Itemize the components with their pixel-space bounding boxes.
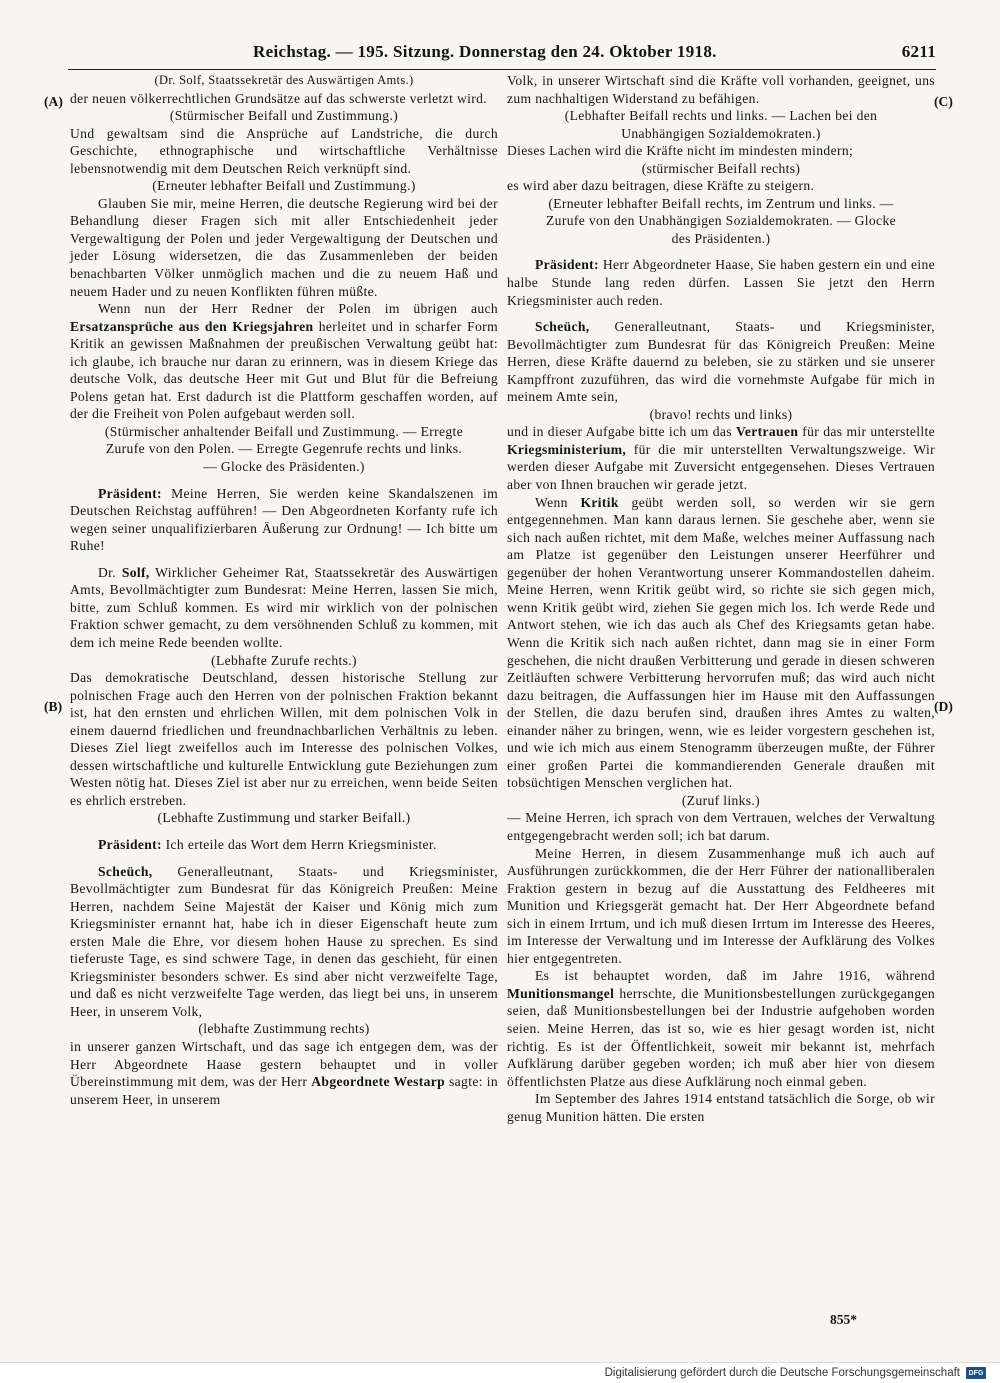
reaction: (Stürmischer Beifall und Zustimmung.) [169,108,399,124]
paragraph [507,494,935,792]
text-run: Generalleutnant, Staats- und Kriegsminister, Bevollmächtigter zum Bundesrat für das Königreich Preußen: Meine Herren, nachdem Seine Majestät der Kaiser und König mich zum Kriegsminister ernannt hat, habe ich in dieser Eigenschaft heute zum ersten Male die Ehre, vor diesem hohen Hause zu sprechen. Es sind tieferuste Tage, es sind schwere Tage, in denen das geschieht, für einen Kriegsminister besonders schwer. Es sind aber nicht verzweifelte Tage, und daß es nicht verzweifelte Tage werden, das liegt bei uns, in unserem Heer, in unserem Volk, [70,863,498,1019]
page-header [68,42,936,68]
text-run: Generalleutnant, Staats- und Kriegsminister, Bevollmächtigter zum Bundesrat für das Königreich Preußen: Meine Herren, diese Kräfte dauernd zu beleben, sie zu stärken und sie unserer Kampffront zuzuführen, das wird die vornehmste Aufgabe für mich in meinem Amte sein, [507,319,935,405]
margin-mark-c: (C) [934,94,953,109]
paragraph [70,1038,498,1108]
margin-mark-d: (D) [934,699,953,714]
spacer [70,476,498,485]
margin-mark-b: (B) [44,699,63,714]
paragraph: es wird aber dazu beitragen, diese Kräfte zu steigern. [507,178,815,194]
text-run: sagte: in unserem Heer, in unserem [70,1074,499,1107]
reaction: (Erneuter lebhafter Beifall rechts, im Zentrum und links. — Zurufe von den Unabhängigen Sozialdemokraten. — Glocke des Präsidenten.) [546,195,896,246]
reaction: (Zuruf links.) [681,792,761,808]
speaker-name: Solf, [121,564,150,580]
paragraph: Volk, in unserer Wirtschaft sind die Kräfte voll vorhanden, geeignet, uns zum nachhaltigen Widerstand zu befähigen. [507,73,935,106]
text-run: Wirklicher Geheimer Rat, Staatssekretär des Auswärtigen Amts, Bevollmächtigter zum Bundesrat: Meine Herren, lassen Sie mich, bitte, zum Schluß kommen. Es wird mir wirklich von der polnischen Fraktion schwer gemacht, zu dem versöhnenden Schluß zu kommen, mit dem ich meine Rede beenden wollte. [70,564,498,650]
paragraph [70,300,498,423]
paragraph [70,836,498,854]
paragraph: der neuen völkerrechtlichen Grundsätze auf das schwerste verletzt wird. [70,90,488,106]
paragraph [507,318,935,406]
text-run: Wenn [535,494,568,510]
text-run: Es ist behauptet worden, daß im Jahre 1916, während [535,968,935,984]
paragraph: Glauben Sie mir, meine Herren, die deutsche Regierung wird bei der Behandlung dieser Fragen sich mit aller Entschiedenheit jeder Vergewaltigung der Polen und jeder Vergewaltigung der Deutschen und jeder Lösung widersetzen, die das Zusammenleben der beiden benachbarten Völker unmöglich machen und die zu neuem Haß und neuem Hader und zu neuen Konflikten führen müßte. [70,195,498,299]
header-rule [68,69,936,70]
speaker-context: (Dr. Solf, Staatssekretär des Auswärtigen Amts.) [154,73,414,87]
running-title: Reichstag. — 195. Sitzung. Donnerstag den 24. Oktober 1918. [253,42,717,61]
paragraph: Dieses Lachen wird die Kräfte nicht im mindesten mindern; [507,143,854,159]
paragraph: Im September des Jahres 1914 entstand tatsächlich die Sorge, ob wir genug Munition hätten. Die ersten [507,1091,935,1124]
paragraph: — Meine Herren, ich sprach von dem Vertrauen, welches der Verwaltung entgegengebracht werden soll; ich bat darum. [507,810,935,843]
paragraph [507,423,935,493]
paragraph: Meine Herren, in diesem Zusammenhange muß ich auch auf Ausführungen zurückkommen, die der Herr Führer der nationalliberalen Fraktion gestern in bezug auf die Ausstattung des Feldheeres mit Munition und Kriegsgerät gemacht hat. Der Herr Abgeordnete befand sich in einem Irrtum, und ich muß diesen Irrtum im Interesse des Heeres, im Interesse der Verwaltung und im Interesse der Aufklärung des Volkes hier entgegentreten. [507,845,935,966]
text-run: Wenn nun der Herr Redner der Polen im übrigen auch [98,301,498,317]
spacer [70,854,498,863]
reaction: (stürmischer Beifall rechts) [641,160,801,176]
text-run: Herr Abgeordneter Haase, Sie haben gestern ein und eine halbe Stunde lang reden dürfen. Lassen Sie jetzt den Herrn Kriegsminister auch reden. [507,257,935,308]
speaker-name: Scheüch, [535,319,590,335]
text-run: und in dieser Aufgabe bitte ich um das [507,424,732,440]
emphasis: Vertrauen [735,424,799,440]
speaker-name: Präsident: [535,257,599,273]
spacer [507,247,935,256]
margin-mark-a: (A) [44,94,63,109]
emphasis: Kritik [580,494,619,510]
text-run: in unserer ganzen Wirtschaft, und das sage ich entgegen dem, was der Herr Abgeordnete Haase gestern behauptet und in voller Übereinstimmung mit dem, was der Herr [70,1038,498,1090]
text-run: herleitet und in scharfer Form Kritik an gewissen Maßnahmen der preußischen Verwaltung geübt hat: ich glaube, ich brauche nur daran zu erinnern, was in diesem Kriege das deutsche Volk, das deutsche Heer mit Gut und Blut für die Befreiung Polens getan hat. Erst dadurch ist die Plattform geschaffen worden, auf der die Freiheit von Polen aufgebaut werden soll. [70,318,498,422]
reaction: (Lebhafte Zurufe rechts.) [211,652,357,668]
text-run: herrschte, die Munitionsbestellungen zurückgegangen seien, daß Munitionsbestellungen bei der Industrie aufgehoben worden seien. Meine Herren, das ist so, wie es hier gesagt worden ist, nicht richtig. Es ist der Öffentlichkeit, soweit mir bekannt ist, mehrfach Aufklärung darüber gegeben worden; ich muß aber hier von diesem öffentlichsten Platze aus diese Aufklärung noch einmal geben. [507,985,935,1089]
reaction: (Lebhafter Beifall rechts und links. — Lachen bei den Unabhängigen Sozialdemokraten.) [564,108,878,141]
dfg-logo-icon: DFG [966,1367,986,1379]
emphasis: Munitionsmangel [507,985,615,1001]
spacer [70,555,498,564]
text-run: für das mir unterstellte [802,424,936,440]
reaction: (Erneuter lebhafter Beifall und Zustimmung.) [152,178,416,194]
right-column [507,72,935,1125]
reaction: (lebhafte Zustimmung rechts) [198,1021,370,1037]
text-run: Meine Herren, Sie werden keine Skandalszenen im Deutschen Reichstag aufführen! — Den Abgeordneten Korfanty rufe ich wegen seiner unqualifizierbaren Äußerung zur Ordnung! — Ich bitte um Ruhe! [70,485,498,554]
emphasis: Kriegsministerium, [507,441,627,457]
emphasis: Abgeordnete Westarp [311,1074,446,1090]
text-run: für die mir unterstellten Verwaltungszweige. Wir werden dieser Aufgabe mit Zuversicht entgegensehen. Dieses Vertrauen aber von Ihnen brauchen wir gerade jetzt. [507,441,936,493]
reaction: (Lebhafte Zustimmung und starker Beifall.) [157,810,411,826]
speaker-name: Scheüch, [98,863,153,879]
paragraph [70,863,498,1021]
signature-mark: 855* [830,1312,857,1327]
spacer [507,309,935,318]
reaction: (Stürmischer anhaltender Beifall und Zustimmung. — Erregte Zurufe von den Polen. — Erregte Gegenrufe rechts und links. — Glocke des Präsidenten.) [104,423,464,475]
footer-bar [0,1362,1000,1383]
text-run: geübt werden soll, so werden wir sie gern entgegennehmen. Man kann daraus lernen. Sie geschehe aber, wenn sie sich nach außen richtet, mit dem Maße, welches meiner Auffassung nach am Platze ist gegenüber den Leistungen unserer Heerführer und gegenüber der hohen Verantwortung unserer Kommandostellen daheim. Meine Herren, wenn Kritik geübt wird, so richte sie sich gegen mich, wenn Kritik geübt wird, ziehen Sie gegen mich los. Ich werde Rede und Antwort stehen, wie ich das auch als Chef des Kriegsamts getan habe. Wenn die Kritik sich nach außen richtet, dann mag sie in einer Form geschehen, die nicht draußen Verbitterung und gerade in diesen schweren Zeitläuften schwere Verbitterung hervorrufen muß; das wird auch nicht dazu beitragen, die Auffassungen hier im Hause mit den Auffassungen der Stellen, die dazu berufen sind, draußen ihres Amtes zu walten, einander näher zu bringen, wenn, wie es leider vorgestern geschehen ist, und wie ich mich aus einem Stenogramm überzeugen mußte, der Führer einer großen Partei die kommandierenden Generale draußen mit tobsüchtigen Menschen verglichen hat. [507,494,936,791]
reaction: (bravo! rechts und links) [649,406,793,422]
text-run: Ich erteile das Wort dem Herrn Kriegsminister. [165,836,437,852]
left-column [70,72,498,1108]
paragraph [70,485,498,555]
emphasis: Ersatzansprüche aus den Kriegsjahren [70,318,314,334]
paragraph [507,256,935,309]
speaker-name: Präsident: [98,485,162,501]
paragraph [507,967,935,1090]
paragraph [70,564,498,652]
speaker-name: Präsident: [98,836,162,852]
text-run: Dr. [98,564,117,580]
footer-text: Digitalisierung gefördert durch die Deutsche Forschungsgemeinschaft [604,1367,960,1379]
spacer [70,827,498,836]
paragraph: Und gewaltsam sind die Ansprüche auf Landstriche, die durch Geschichte, ethnographische und wirtschaftliche Verhältnisse lebensnotwendig mit dem Deutschen Reich verknüpft sind. [70,125,498,176]
paragraph: Das demokratische Deutschland, dessen historische Stellung zur polnischen Frage auch den Herren von der polnischen Fraktion bekannt ist, hat den ernsten und ehrlichen Willen, mit dem polnischen Volk in einem dauernd friedlichen und freundnachbarlichen Verhältnis zu leben. Dieses Ziel liegt zweifellos auch im Interesse des polnischen Volkes, dessen wirtschaftliche und kulturelle Entwicklung gute Beziehungen zum Westen nötig hat. Dieses Ziel ist aber nur zu erreichen, wenn beide Seiten es ehrlich erstreben. [70,670,498,808]
page-number: 6211 [901,42,936,61]
